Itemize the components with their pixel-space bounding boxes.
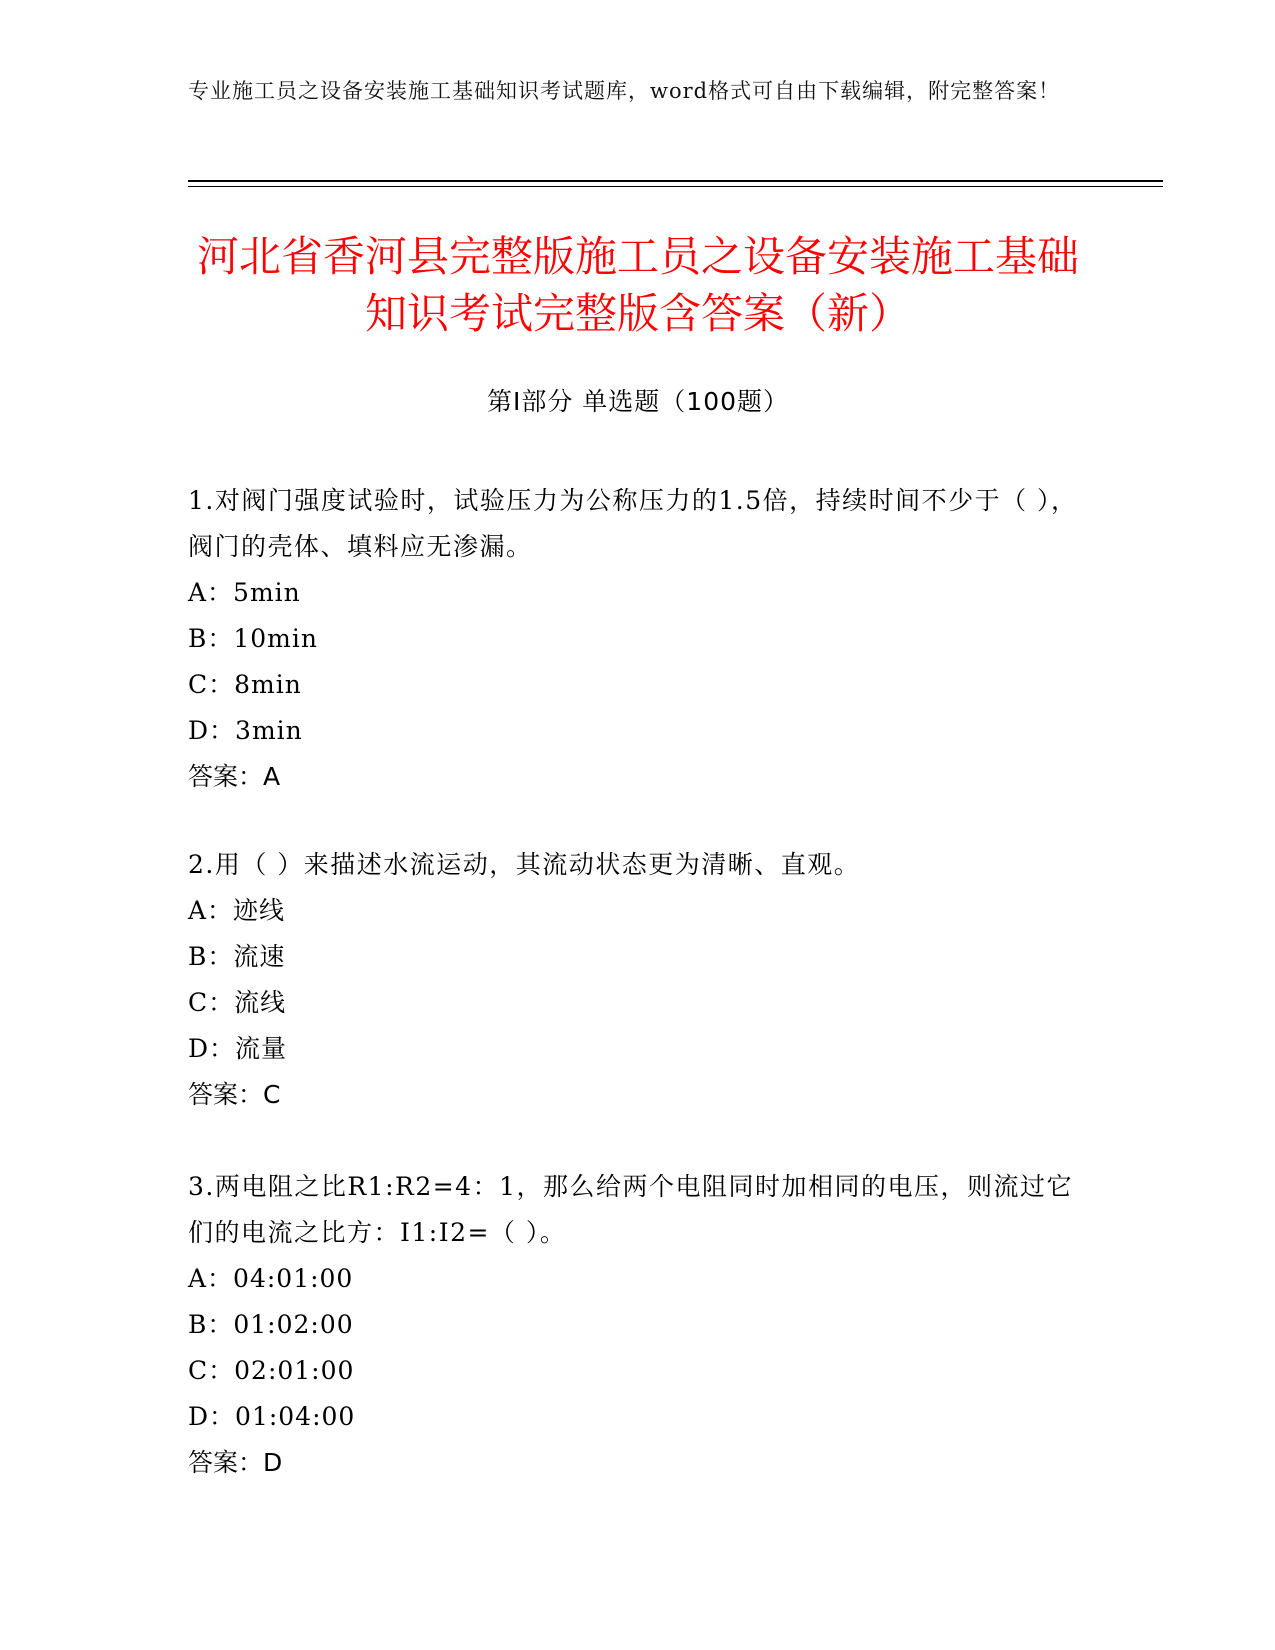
header-divider-thick — [188, 180, 1163, 182]
answer-line: 答案：A — [188, 762, 281, 791]
option-a: A：04:01:00 — [188, 1264, 354, 1293]
option-c: C：02:01:00 — [188, 1356, 355, 1385]
option-c: C：8min — [188, 670, 302, 699]
option-d: D：3min — [188, 716, 303, 745]
header-divider-thin — [188, 186, 1163, 187]
option-b: B：流速 — [188, 942, 286, 971]
option-c: C：流线 — [188, 988, 287, 1017]
question-stem: 3.两电阻之比R1:R2=4：1，那么给两个电阻同时加相同的电压，则流过它们的电流之比方：I1:I2=（ ）。 — [188, 1172, 1073, 1247]
option-b: B：10min — [188, 624, 318, 653]
option-a: A：5min — [188, 578, 301, 607]
question-item — [188, 478, 1088, 800]
option-d: D：01:04:00 — [188, 1402, 356, 1431]
question-item — [188, 842, 1088, 1118]
header-note: 专业施工员之设备安装施工基础知识考试题库，word格式可自由下载编辑，附完整答案！ — [188, 79, 1061, 103]
question-item — [188, 1164, 1088, 1486]
answer-line: 答案：C — [188, 1080, 281, 1109]
question-stem: 2.用（ ）来描述水流运动，其流动状态更为清晰、直观。 — [188, 850, 861, 879]
document-title: 河北省香河县完整版施工员之设备安装施工基础知识考试完整版含答案（新） — [196, 232, 1079, 338]
option-b: B：01:02:00 — [188, 1310, 354, 1339]
question-stem: 1.对阀门强度试验时，试验压力为公称压力的1.5倍，持续时间不少于（ ），阀门的壳体、填料应无渗漏。 — [188, 486, 1078, 561]
answer-line: 答案：D — [188, 1448, 283, 1477]
option-d: D：流量 — [188, 1034, 288, 1063]
section-title: 第Ⅰ部分 单选题（100题） — [486, 387, 790, 416]
option-a: A：迹线 — [188, 896, 286, 925]
